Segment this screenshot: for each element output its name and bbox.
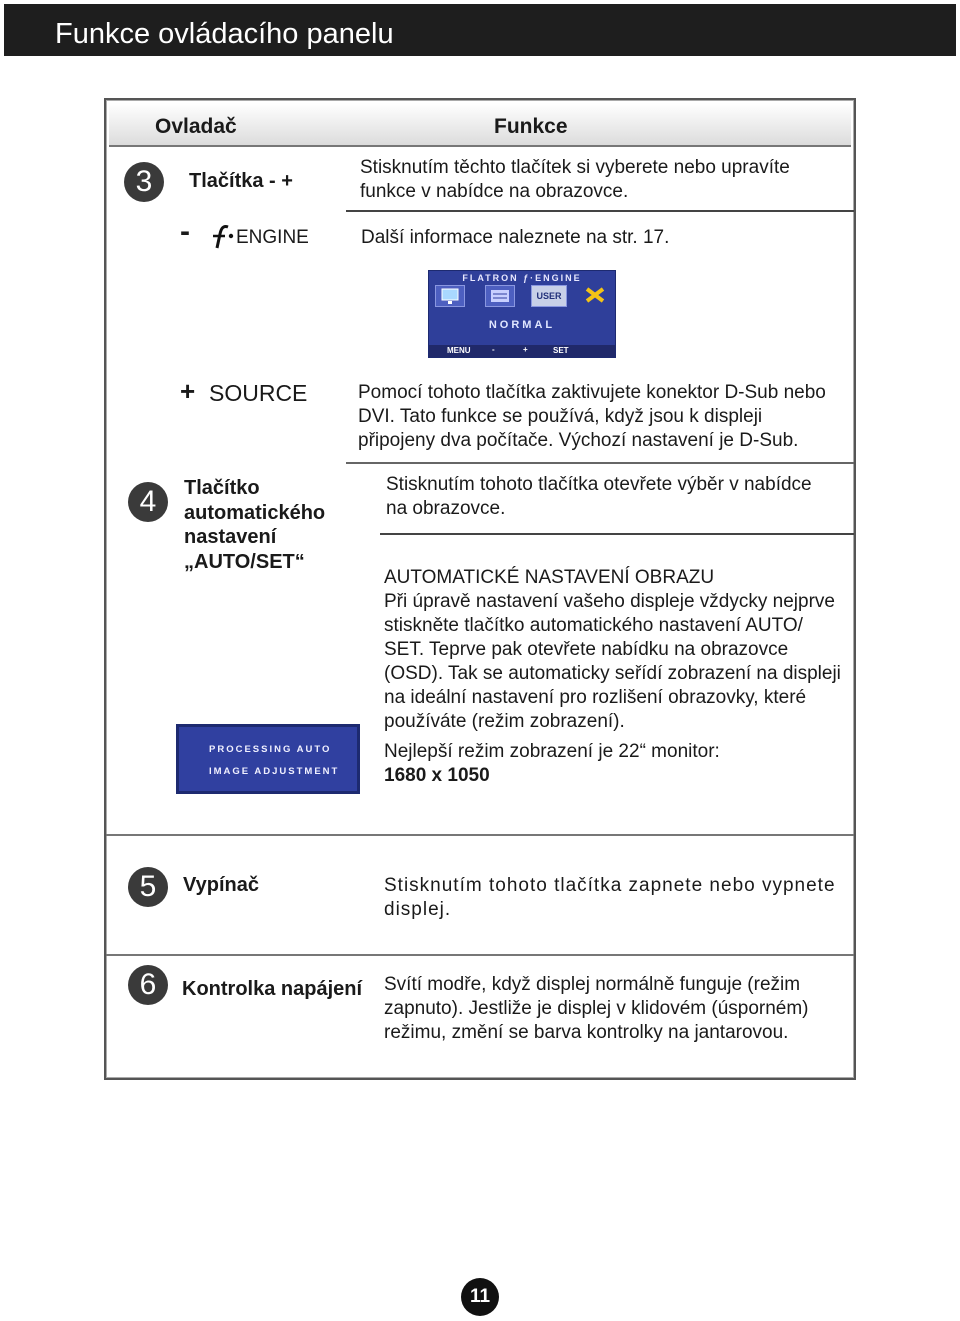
item6-label: Kontrolka napájení [182, 978, 363, 1000]
close-x-icon [583, 285, 607, 305]
osd-footer-minus: - [492, 345, 495, 354]
divider [346, 462, 854, 464]
col-header-control: Ovladač [155, 115, 237, 138]
divider [346, 210, 854, 212]
osd-auto-line: IMAGE ADJUSTMENT [209, 766, 340, 777]
osd-footer-menu: MENU [447, 346, 471, 355]
table-header [109, 103, 851, 147]
source-desc: Pomocí tohoto tlačítka zaktivujete konektor D-Sub nebo DVI. Tato funkce se používá, když jsou k displeji připojeny dva počítače. Výchozí nastavení je D-Sub. [358, 382, 826, 451]
text-mode-icon [485, 285, 515, 307]
monitor-icon [435, 285, 465, 307]
osd-footer [429, 345, 615, 357]
item-number-6: 6 [128, 965, 168, 1005]
col-header-function: Funkce [494, 115, 568, 138]
fengine-desc: Další informace naleznete na str. 17. [361, 227, 670, 248]
item4-label [184, 476, 325, 574]
osd-auto-adjust-screen [176, 724, 360, 794]
user-tab: USER [531, 285, 567, 307]
item5-desc: Stisknutím tohoto tlačítka zapnete nebo vypnete displej. [384, 875, 836, 920]
row-divider [106, 954, 854, 956]
item5-label: Vypínač [183, 874, 259, 896]
item3-desc: Stisknutím těchto tlačítek si vyberete nebo upravíte funkce v nabídce na obrazovce. [360, 157, 790, 202]
item-number-4: 4 [128, 482, 168, 522]
fengine-label: ENGINE [236, 227, 309, 248]
auto-heading: AUTOMATICKÉ NASTAVENÍ OBRAZU [384, 567, 715, 588]
osd-fengine-screen [428, 270, 616, 358]
osd-mode: NORMAL [488, 319, 556, 331]
page-number: 11 [461, 1278, 499, 1316]
item4-label-line: nastavení [184, 526, 277, 548]
page-title: Funkce ovládacího panelu [55, 18, 394, 50]
item-number-5: 5 [128, 867, 168, 907]
item4-desc: Stisknutím tohoto tlačítka otevřete výběr v nabídce na obrazovce. [386, 474, 812, 519]
source-label: SOURCE [209, 380, 308, 406]
item4-label-line: Tlačítko [184, 477, 260, 499]
item3-label: Tlačítka - + [189, 170, 293, 192]
row-divider [106, 834, 854, 836]
fengine-logo-icon [208, 224, 234, 250]
osd-header: FLATRON ƒ·ENGINE [462, 273, 582, 283]
osd-footer-set: SET [553, 346, 569, 355]
minus-symbol: - [180, 215, 190, 248]
divider [380, 533, 854, 535]
item4-label-line: automatického [184, 501, 326, 524]
auto-text: Při úpravě nastavení vašeho displeje vždycky nejprve stiskněte tlačítko automatického nastavení AUTO/ SET. Teprve pak otevřete nabídku na obrazovce (OSD). Tak se automaticky seřídí zobrazení na displeji na ideální nastavení pro rozlišení obrazovky, které používáte (režim zobrazení). [384, 591, 841, 732]
item6-desc: Svítí modře, když displej normálně funguje (režim zapnuto). Jestliže je displej v klidovém (úsporném) režimu, změní se barva kontrolky na jantarovou. [384, 974, 809, 1043]
best-mode: Nejlepší režim zobrazení je 22“ monitor: [384, 741, 720, 762]
resolution: 1680 x 1050 [384, 765, 490, 786]
osd-icon-row [431, 285, 613, 305]
plus-symbol: + [180, 376, 196, 406]
item-number-3: 3 [124, 162, 164, 202]
item4-label-line: „AUTO/SET“ [184, 550, 305, 573]
osd-auto-line: PROCESSING AUTO [209, 744, 332, 755]
osd-footer-plus: + [523, 345, 528, 354]
page-title-bar [4, 4, 956, 56]
